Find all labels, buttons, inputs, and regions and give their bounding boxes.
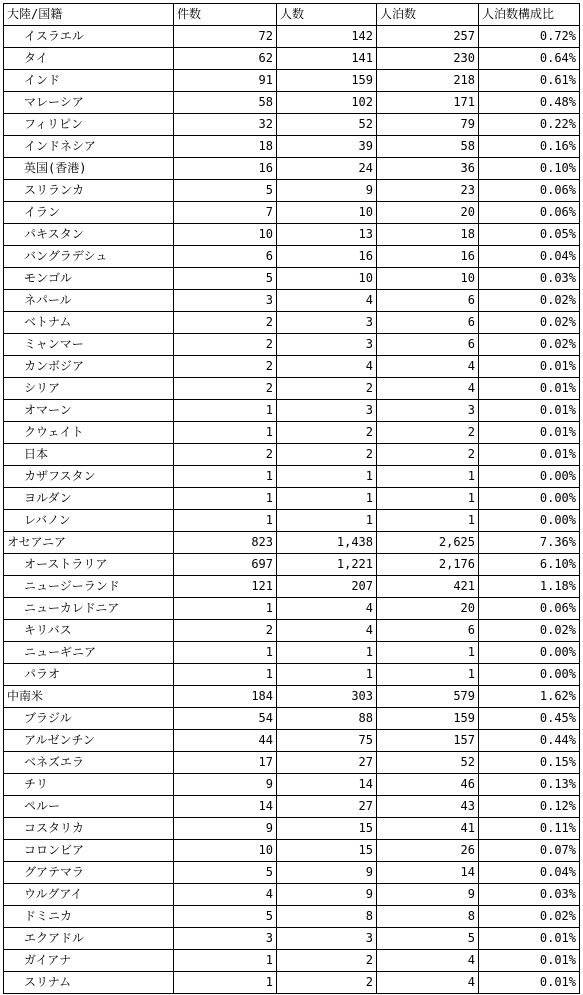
cell-nights: 10 <box>377 268 479 290</box>
cell-ratio: 0.15% <box>479 752 580 774</box>
cell-cases: 121 <box>174 576 277 598</box>
cell-people: 10 <box>277 202 377 224</box>
cell-name: フィリピン <box>4 114 174 136</box>
table-row <box>4 840 580 862</box>
cell-name: グアテマラ <box>4 862 174 884</box>
table-row <box>4 730 580 752</box>
cell-name: レバノン <box>4 510 174 532</box>
cell-nights: 6 <box>377 620 479 642</box>
cell-ratio: 6.10% <box>479 554 580 576</box>
cell-people: 1 <box>277 510 377 532</box>
cell-ratio: 0.02% <box>479 290 580 312</box>
cell-cases: 18 <box>174 136 277 158</box>
cell-nights: 3 <box>377 400 479 422</box>
cell-name: ベネズエラ <box>4 752 174 774</box>
cell-name: タイ <box>4 48 174 70</box>
cell-name: マレーシア <box>4 92 174 114</box>
cell-name: コロンビア <box>4 840 174 862</box>
cell-cases: 1 <box>174 488 277 510</box>
cell-cases: 1 <box>174 400 277 422</box>
table-row <box>4 818 580 840</box>
cell-ratio: 0.02% <box>479 334 580 356</box>
cell-name: ネパール <box>4 290 174 312</box>
table-row <box>4 180 580 202</box>
cell-ratio: 0.01% <box>479 378 580 400</box>
cell-cases: 10 <box>174 840 277 862</box>
cell-nights: 6 <box>377 312 479 334</box>
cell-ratio: 0.04% <box>479 246 580 268</box>
cell-ratio: 0.06% <box>479 598 580 620</box>
cell-people: 52 <box>277 114 377 136</box>
table-row <box>4 26 580 48</box>
cell-ratio: 0.04% <box>479 862 580 884</box>
table-row <box>4 972 580 994</box>
cell-name: モンゴル <box>4 268 174 290</box>
cell-people: 1 <box>277 664 377 686</box>
cell-ratio: 0.02% <box>479 620 580 642</box>
cell-nights: 421 <box>377 576 479 598</box>
cell-name: 中南米 <box>4 686 174 708</box>
cell-name: インドネシア <box>4 136 174 158</box>
cell-people: 4 <box>277 620 377 642</box>
cell-nights: 23 <box>377 180 479 202</box>
table-row <box>4 906 580 928</box>
cell-ratio: 0.06% <box>479 202 580 224</box>
cell-nights: 20 <box>377 598 479 620</box>
cell-ratio: 0.02% <box>479 906 580 928</box>
table-row <box>4 422 580 444</box>
cell-ratio: 0.07% <box>479 840 580 862</box>
table-row <box>4 576 580 598</box>
cell-ratio: 0.10% <box>479 158 580 180</box>
cell-nights: 58 <box>377 136 479 158</box>
cell-nights: 46 <box>377 774 479 796</box>
table-row <box>4 114 580 136</box>
cell-name: イスラエル <box>4 26 174 48</box>
cell-people: 8 <box>277 906 377 928</box>
cell-ratio: 0.11% <box>479 818 580 840</box>
cell-cases: 3 <box>174 290 277 312</box>
cell-people: 9 <box>277 862 377 884</box>
cell-name: ヨルダン <box>4 488 174 510</box>
cell-people: 3 <box>277 334 377 356</box>
cell-nights: 2 <box>377 422 479 444</box>
cell-ratio: 0.02% <box>479 312 580 334</box>
cell-cases: 7 <box>174 202 277 224</box>
table-row <box>4 774 580 796</box>
header-row <box>4 4 580 26</box>
table-row <box>4 400 580 422</box>
cell-name: ウルグアイ <box>4 884 174 906</box>
cell-name: ニュージーランド <box>4 576 174 598</box>
cell-nights: 2,176 <box>377 554 479 576</box>
cell-people: 9 <box>277 180 377 202</box>
cell-name: バングラデシュ <box>4 246 174 268</box>
cell-people: 1 <box>277 488 377 510</box>
cell-people: 16 <box>277 246 377 268</box>
cell-ratio: 0.61% <box>479 70 580 92</box>
cell-people: 39 <box>277 136 377 158</box>
cell-ratio: 7.36% <box>479 532 580 554</box>
cell-cases: 5 <box>174 906 277 928</box>
cell-name: ガイアナ <box>4 950 174 972</box>
table-body <box>4 26 580 994</box>
cell-nights: 579 <box>377 686 479 708</box>
cell-name: スリナム <box>4 972 174 994</box>
table-row <box>4 950 580 972</box>
cell-nights: 9 <box>377 884 479 906</box>
table-row <box>4 290 580 312</box>
table-row <box>4 356 580 378</box>
cell-cases: 58 <box>174 92 277 114</box>
cell-name: クウェイト <box>4 422 174 444</box>
cell-name: アルゼンチン <box>4 730 174 752</box>
header-cases: 件数 <box>174 4 277 26</box>
table-row <box>4 334 580 356</box>
table-row <box>4 708 580 730</box>
table-row <box>4 928 580 950</box>
cell-ratio: 0.48% <box>479 92 580 114</box>
cell-nights: 2,625 <box>377 532 479 554</box>
cell-cases: 3 <box>174 928 277 950</box>
cell-nights: 4 <box>377 972 479 994</box>
cell-nights: 1 <box>377 664 479 686</box>
cell-name: インド <box>4 70 174 92</box>
region-row <box>4 686 580 708</box>
cell-name: オーストラリア <box>4 554 174 576</box>
cell-cases: 697 <box>174 554 277 576</box>
header-region: 大陸/国籍 <box>4 4 174 26</box>
cell-cases: 2 <box>174 378 277 400</box>
cell-nights: 4 <box>377 950 479 972</box>
cell-ratio: 0.00% <box>479 466 580 488</box>
cell-people: 10 <box>277 268 377 290</box>
cell-people: 2 <box>277 444 377 466</box>
cell-name: エクアドル <box>4 928 174 950</box>
cell-nights: 6 <box>377 290 479 312</box>
cell-nights: 41 <box>377 818 479 840</box>
cell-name: ベトナム <box>4 312 174 334</box>
cell-people: 4 <box>277 356 377 378</box>
cell-cases: 2 <box>174 620 277 642</box>
cell-name: オセアニア <box>4 532 174 554</box>
cell-nights: 1 <box>377 642 479 664</box>
cell-people: 88 <box>277 708 377 730</box>
cell-nights: 18 <box>377 224 479 246</box>
table-row <box>4 466 580 488</box>
cell-ratio: 0.13% <box>479 774 580 796</box>
cell-nights: 8 <box>377 906 479 928</box>
cell-cases: 1 <box>174 598 277 620</box>
cell-nights: 157 <box>377 730 479 752</box>
table-row <box>4 378 580 400</box>
table-row <box>4 312 580 334</box>
table-row <box>4 48 580 70</box>
cell-name: イラン <box>4 202 174 224</box>
cell-nights: 36 <box>377 158 479 180</box>
cell-name: パキスタン <box>4 224 174 246</box>
cell-cases: 2 <box>174 444 277 466</box>
cell-cases: 9 <box>174 774 277 796</box>
cell-people: 2 <box>277 950 377 972</box>
cell-cases: 184 <box>174 686 277 708</box>
region-row <box>4 532 580 554</box>
cell-people: 1 <box>277 466 377 488</box>
cell-people: 3 <box>277 312 377 334</box>
cell-people: 102 <box>277 92 377 114</box>
cell-people: 15 <box>277 818 377 840</box>
cell-nights: 5 <box>377 928 479 950</box>
cell-name: カンボジア <box>4 356 174 378</box>
cell-ratio: 0.03% <box>479 884 580 906</box>
cell-nights: 4 <box>377 356 479 378</box>
cell-ratio: 0.00% <box>479 642 580 664</box>
cell-nights: 4 <box>377 378 479 400</box>
cell-ratio: 0.01% <box>479 400 580 422</box>
table-row <box>4 224 580 246</box>
cell-cases: 1 <box>174 950 277 972</box>
cell-people: 2 <box>277 422 377 444</box>
cell-people: 1,438 <box>277 532 377 554</box>
cell-cases: 72 <box>174 26 277 48</box>
cell-name: スリランカ <box>4 180 174 202</box>
cell-people: 2 <box>277 972 377 994</box>
cell-people: 13 <box>277 224 377 246</box>
cell-people: 3 <box>277 400 377 422</box>
cell-name: 日本 <box>4 444 174 466</box>
table-row <box>4 70 580 92</box>
header-nights: 人泊数 <box>377 4 479 26</box>
table-row <box>4 664 580 686</box>
table-row <box>4 488 580 510</box>
cell-cases: 2 <box>174 312 277 334</box>
cell-cases: 823 <box>174 532 277 554</box>
table-row <box>4 598 580 620</box>
cell-people: 9 <box>277 884 377 906</box>
table-row <box>4 92 580 114</box>
cell-people: 75 <box>277 730 377 752</box>
table-row <box>4 444 580 466</box>
cell-ratio: 0.01% <box>479 356 580 378</box>
cell-name: ペルー <box>4 796 174 818</box>
cell-cases: 17 <box>174 752 277 774</box>
cell-people: 24 <box>277 158 377 180</box>
cell-name: オマーン <box>4 400 174 422</box>
cell-name: キリバス <box>4 620 174 642</box>
cell-nights: 14 <box>377 862 479 884</box>
cell-cases: 54 <box>174 708 277 730</box>
cell-people: 4 <box>277 598 377 620</box>
cell-people: 159 <box>277 70 377 92</box>
table-row <box>4 620 580 642</box>
cell-people: 15 <box>277 840 377 862</box>
cell-cases: 1 <box>174 664 277 686</box>
cell-ratio: 0.00% <box>479 664 580 686</box>
cell-ratio: 0.72% <box>479 26 580 48</box>
cell-ratio: 1.62% <box>479 686 580 708</box>
cell-people: 303 <box>277 686 377 708</box>
cell-cases: 1 <box>174 972 277 994</box>
cell-nights: 1 <box>377 510 479 532</box>
cell-cases: 1 <box>174 466 277 488</box>
cell-ratio: 0.01% <box>479 422 580 444</box>
cell-ratio: 0.01% <box>479 928 580 950</box>
cell-name: シリア <box>4 378 174 400</box>
cell-name: ニューギニア <box>4 642 174 664</box>
table-row <box>4 136 580 158</box>
cell-people: 2 <box>277 378 377 400</box>
cell-nights: 230 <box>377 48 479 70</box>
cell-name: ブラジル <box>4 708 174 730</box>
cell-ratio: 0.06% <box>479 180 580 202</box>
cell-ratio: 0.12% <box>479 796 580 818</box>
statistics-table <box>3 3 580 994</box>
cell-nights: 257 <box>377 26 479 48</box>
table-row <box>4 246 580 268</box>
cell-nights: 159 <box>377 708 479 730</box>
cell-cases: 4 <box>174 884 277 906</box>
cell-cases: 2 <box>174 334 277 356</box>
cell-name: ニューカレドニア <box>4 598 174 620</box>
cell-people: 1,221 <box>277 554 377 576</box>
cell-cases: 2 <box>174 356 277 378</box>
cell-name: カザフスタン <box>4 466 174 488</box>
table-row <box>4 796 580 818</box>
cell-cases: 1 <box>174 422 277 444</box>
cell-people: 207 <box>277 576 377 598</box>
cell-nights: 2 <box>377 444 479 466</box>
header-ratio: 人泊数構成比 <box>479 4 580 26</box>
cell-nights: 1 <box>377 466 479 488</box>
table-row <box>4 752 580 774</box>
cell-nights: 171 <box>377 92 479 114</box>
cell-ratio: 0.44% <box>479 730 580 752</box>
cell-cases: 14 <box>174 796 277 818</box>
cell-ratio: 0.16% <box>479 136 580 158</box>
cell-ratio: 0.45% <box>479 708 580 730</box>
cell-nights: 52 <box>377 752 479 774</box>
cell-name: チリ <box>4 774 174 796</box>
table-row <box>4 554 580 576</box>
cell-ratio: 0.64% <box>479 48 580 70</box>
cell-people: 142 <box>277 26 377 48</box>
cell-people: 3 <box>277 928 377 950</box>
cell-nights: 79 <box>377 114 479 136</box>
cell-cases: 5 <box>174 180 277 202</box>
cell-cases: 5 <box>174 862 277 884</box>
cell-cases: 32 <box>174 114 277 136</box>
cell-ratio: 0.01% <box>479 950 580 972</box>
table-row <box>4 884 580 906</box>
cell-people: 27 <box>277 796 377 818</box>
cell-name: コスタリカ <box>4 818 174 840</box>
cell-nights: 218 <box>377 70 479 92</box>
cell-ratio: 0.00% <box>479 488 580 510</box>
cell-people: 1 <box>277 642 377 664</box>
cell-ratio: 1.18% <box>479 576 580 598</box>
cell-nights: 26 <box>377 840 479 862</box>
table-row <box>4 510 580 532</box>
cell-ratio: 0.00% <box>479 510 580 532</box>
cell-cases: 44 <box>174 730 277 752</box>
cell-nights: 20 <box>377 202 479 224</box>
cell-cases: 16 <box>174 158 277 180</box>
cell-cases: 10 <box>174 224 277 246</box>
cell-cases: 91 <box>174 70 277 92</box>
table-row <box>4 158 580 180</box>
cell-name: パラオ <box>4 664 174 686</box>
cell-cases: 5 <box>174 268 277 290</box>
cell-cases: 62 <box>174 48 277 70</box>
cell-cases: 9 <box>174 818 277 840</box>
cell-nights: 1 <box>377 488 479 510</box>
cell-name: 英国(香港) <box>4 158 174 180</box>
cell-nights: 6 <box>377 334 479 356</box>
cell-ratio: 0.05% <box>479 224 580 246</box>
cell-people: 141 <box>277 48 377 70</box>
cell-people: 27 <box>277 752 377 774</box>
cell-name: ドミニカ <box>4 906 174 928</box>
cell-ratio: 0.22% <box>479 114 580 136</box>
cell-cases: 1 <box>174 510 277 532</box>
table-row <box>4 862 580 884</box>
cell-name: ミャンマー <box>4 334 174 356</box>
cell-cases: 6 <box>174 246 277 268</box>
cell-ratio: 0.01% <box>479 444 580 466</box>
header-people: 人数 <box>277 4 377 26</box>
cell-people: 14 <box>277 774 377 796</box>
cell-people: 4 <box>277 290 377 312</box>
cell-cases: 1 <box>174 642 277 664</box>
table-row <box>4 202 580 224</box>
cell-nights: 16 <box>377 246 479 268</box>
table-row <box>4 642 580 664</box>
cell-ratio: 0.03% <box>479 268 580 290</box>
table-row <box>4 268 580 290</box>
cell-nights: 43 <box>377 796 479 818</box>
cell-ratio: 0.01% <box>479 972 580 994</box>
